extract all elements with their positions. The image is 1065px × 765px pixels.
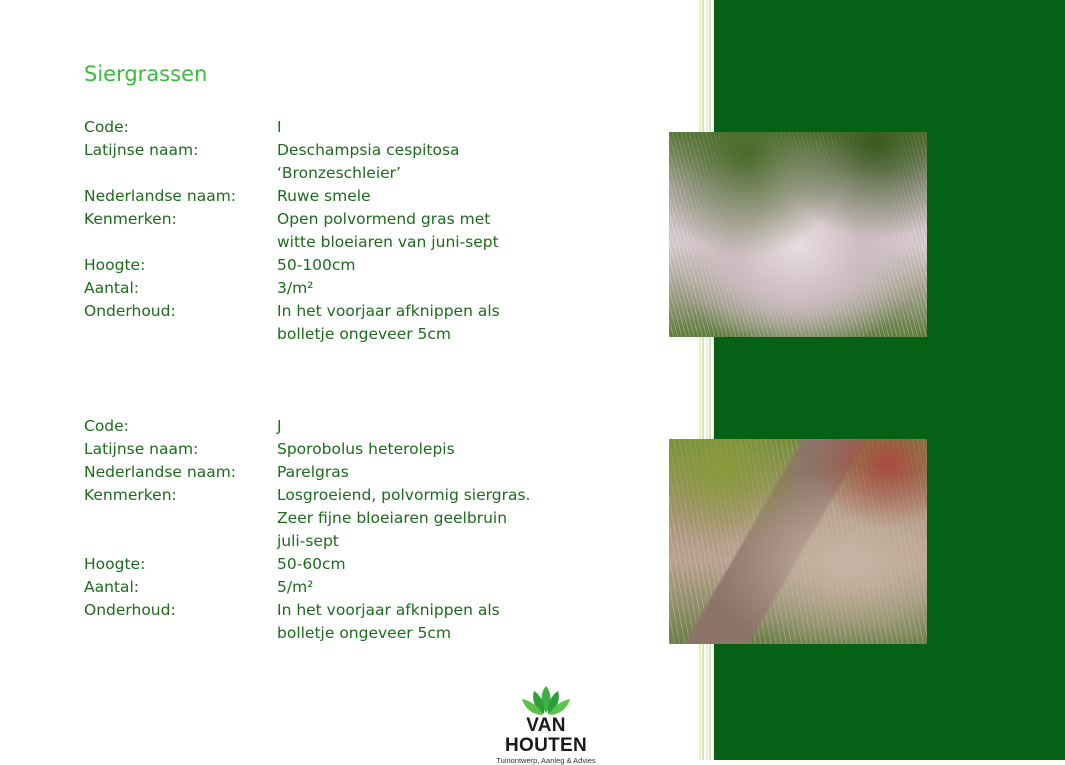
- sporobolus-photo: [669, 439, 927, 644]
- field-label: Nederlandse naam:: [84, 463, 237, 481]
- van-houten-logo: [484, 684, 608, 765]
- plant-entry-j: [84, 415, 604, 645]
- field-value: Deschampsia cespitosa ‘Bronzeschleier’: [277, 141, 460, 182]
- field-label: Kenmerken:: [84, 486, 177, 504]
- field-value: In het voorjaar afknippen als bolletje ongeveer 5cm: [277, 302, 500, 343]
- row-dutch-name: [84, 461, 604, 484]
- row-maintenance: [84, 300, 604, 346]
- field-value: In het voorjaar afknippen als bolletje ongeveer 5cm: [277, 601, 500, 642]
- field-label: Latijnse naam:: [84, 440, 199, 458]
- field-label: Onderhoud:: [84, 302, 176, 320]
- field-label: Code:: [84, 417, 129, 435]
- row-features: [84, 208, 604, 254]
- field-value: Ruwe smele: [277, 187, 371, 205]
- row-quantity: [84, 277, 604, 300]
- field-label: Aantal:: [84, 279, 140, 297]
- row-dutch-name: [84, 185, 604, 208]
- lotus-leaves-icon: [511, 684, 581, 716]
- field-value: Parelgras: [277, 463, 349, 481]
- row-height: [84, 254, 604, 277]
- field-label: Aantal:: [84, 578, 140, 596]
- field-label: Hoogte:: [84, 555, 146, 573]
- row-code: [84, 415, 604, 438]
- row-latin-name: [84, 139, 604, 185]
- field-value: 3/m²: [277, 279, 314, 297]
- row-latin-name: [84, 438, 604, 461]
- field-value: 50-60cm: [277, 555, 346, 573]
- field-label: Onderhoud:: [84, 601, 176, 619]
- decorative-stripes: [697, 0, 714, 760]
- field-value: Losgroeiend, polvormig siergras. Zeer fijne bloeiaren geelbruin juli-sept: [277, 486, 531, 550]
- row-quantity: [84, 576, 604, 599]
- field-label: Kenmerken:: [84, 210, 177, 228]
- row-height: [84, 553, 604, 576]
- field-label: Latijnse naam:: [84, 141, 199, 159]
- field-label: Nederlandse naam:: [84, 187, 237, 205]
- logo-name: VAN HOUTEN: [504, 715, 588, 756]
- field-label: Hoogte:: [84, 256, 146, 274]
- row-code: [84, 116, 604, 139]
- field-value: 50-100cm: [277, 256, 356, 274]
- field-value: Sporobolus heterolepis: [277, 440, 455, 458]
- row-maintenance: [84, 599, 604, 645]
- field-value: I: [277, 118, 282, 136]
- field-value: 5/m²: [277, 578, 314, 596]
- green-side-panel: [714, 0, 1065, 760]
- field-value: J: [277, 417, 282, 435]
- field-value: Open polvormend gras met witte bloeiaren van juni-sept: [277, 210, 499, 251]
- plant-entry-i: [84, 116, 604, 346]
- page-title: Siergrassen: [84, 62, 208, 86]
- logo-tagline: Tuinontwerp, Aanleg & Advies: [496, 756, 596, 765]
- row-features: [84, 484, 604, 553]
- field-label: Code:: [84, 118, 129, 136]
- deschampsia-photo: [669, 132, 927, 337]
